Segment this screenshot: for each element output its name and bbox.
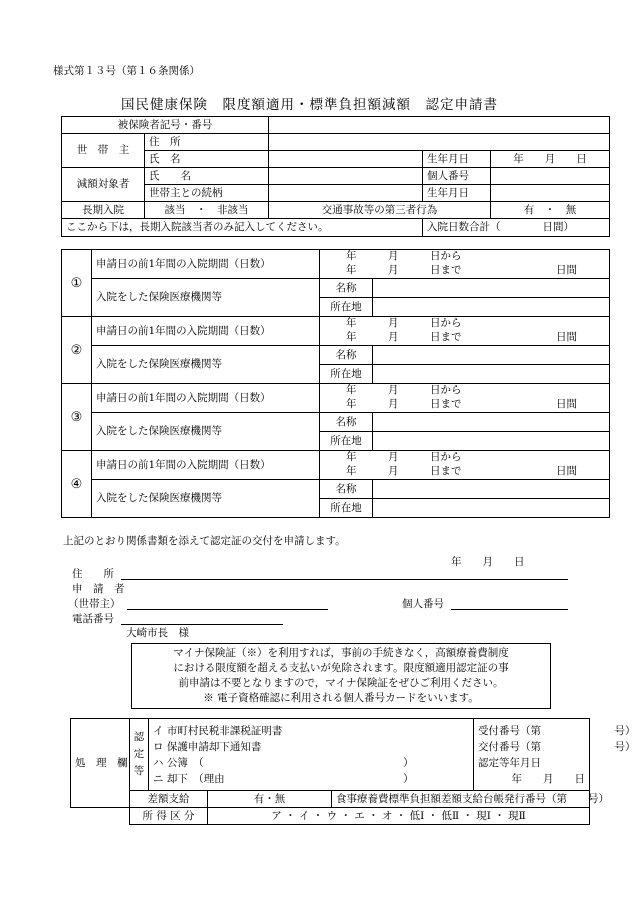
period-table [61, 249, 610, 518]
application-statement: 上記のとおり関係書類を添えて認定証の交付を申請します。 [63, 535, 346, 547]
reception-info [474, 719, 636, 791]
period-to[interactable]: 年 月 日まで 日間 [320, 398, 610, 413]
hospital-location-field[interactable] [373, 499, 610, 518]
long-stay-options[interactable]: 該当 ・ 非該当 [145, 202, 269, 219]
target-name-label: 氏 名 [145, 168, 269, 185]
notice-line-1: マイナ保険証（※）を利用すれば，事前の手続きなく，高額療養費制度 [173, 647, 509, 659]
target-name-field[interactable] [269, 168, 423, 185]
difference-options[interactable]: 有・無 [208, 791, 332, 808]
hospital-location-field[interactable] [373, 298, 610, 317]
page-title: 国民健康保険 限度額適用・標準負担額減額 認定申請書 [121, 97, 498, 113]
third-party-label: 交通事故等の第三者行為 [269, 202, 491, 219]
reduction-target-label: 減額対象者 [62, 168, 145, 202]
issue-number[interactable]: 交付番号（第 号） [478, 740, 636, 753]
prior-year-label: 申請日の前1年間の入院期間（日数） [92, 384, 320, 413]
hospital-name-field[interactable] [373, 480, 610, 499]
days-unit: 日間 [556, 264, 577, 277]
my-number-field[interactable] [491, 168, 610, 185]
insured-symbol-label: 被保険者記号・番号 [62, 117, 269, 134]
hospital-name-label: 名称 [320, 279, 373, 298]
name-label: 氏 名 [145, 151, 269, 168]
birthdate-label: 生年月日 [423, 151, 491, 168]
period-from[interactable]: 年 月 日から [320, 250, 610, 264]
days-unit: 日間 [556, 331, 577, 344]
long-stay-note: ここから下は，長期入院該当者のみ記入してください。 [62, 219, 423, 237]
notice-box [131, 643, 551, 709]
period-marker: ④ [62, 451, 92, 518]
days-unit: 日間 [556, 465, 577, 478]
form-number: 様式第１３号（第１６条関係） [53, 65, 200, 77]
hospital-label: 入院をした保険医療機関等 [92, 279, 320, 317]
prior-year-label: 申請日の前1年間の入院期間（日数） [92, 250, 320, 279]
income-class-label: 所 得 区 分 [130, 808, 208, 825]
applicant-my-number-label: 個人番号 [402, 598, 444, 610]
period-marker: ② [62, 317, 92, 384]
household-head-note: （世帯主） [68, 598, 121, 610]
applicant-address-label: 住 所 [72, 568, 114, 580]
hospital-location-label: 所在地 [320, 432, 373, 451]
processing-label: 処 理 欄 [71, 719, 130, 808]
period-to[interactable]: 年 月 日まで 日間 [320, 465, 610, 480]
cert-date-value[interactable]: 年 月 日 [511, 772, 586, 785]
notice-line-3: 前申請は不要となりますので，マイナ保険証をぜひご利用ください。 [178, 677, 504, 689]
hospital-name-label: 名称 [320, 346, 373, 365]
period-from[interactable]: 年 月 日から [320, 317, 610, 331]
certification-label: 認定等 [130, 719, 149, 791]
meal-ledger-number[interactable]: 食事療養費標準負担額差額支給台帳発行番号（第 号） [332, 791, 590, 808]
hospital-label: 入院をした保険医療機関等 [92, 413, 320, 451]
notice-line-2: における限度額を超える支払いが免除されます。限度額適用認定証の事 [173, 662, 509, 674]
household-head-label: 世 帯 主 [62, 134, 145, 168]
hospital-name-field[interactable] [373, 346, 610, 365]
applicant-my-number-line[interactable] [451, 609, 568, 610]
third-party-options[interactable]: 有 ・ 無 [491, 202, 610, 219]
notice-line-4: ※ 電子資格確認に利用される個人番号カードをいいます。 [203, 692, 479, 704]
insured-symbol-field[interactable] [269, 117, 610, 134]
address-label: 住 所 [145, 134, 269, 151]
period-from[interactable]: 年 月 日から [320, 451, 610, 465]
phone-label: 電話番号 [72, 613, 114, 625]
income-class-options[interactable]: ア ・ イ ・ ウ ・ エ ・ オ ・ 低Ⅰ ・ 低Ⅱ ・ 現Ⅰ ・ 現Ⅱ [208, 808, 590, 825]
birthdate-field[interactable]: 年 月 日 [491, 151, 610, 168]
hospital-location-label: 所在地 [320, 499, 373, 518]
hospital-name-field[interactable] [373, 279, 610, 298]
hospital-location-field[interactable] [373, 432, 610, 451]
processing-table [70, 718, 636, 825]
item-protection-rejection[interactable]: ロ 保護申請却下通知書 [153, 740, 262, 753]
addressee: 大崎市長 様 [126, 627, 189, 639]
period-marker: ③ [62, 384, 92, 451]
reception-number[interactable]: 受付番号（第 号） [478, 724, 636, 737]
hospital-location-field[interactable] [373, 365, 610, 384]
header-table [61, 116, 610, 237]
days-unit: 日間 [556, 398, 577, 411]
cert-date-label: 認定等年月日 [478, 756, 542, 769]
item-rejection[interactable]: ニ 却下 （理由 ） [153, 772, 414, 785]
long-stay-label: 長期入院 [62, 202, 145, 219]
hospital-name-field[interactable] [373, 413, 610, 432]
period-from[interactable]: 年 月 日から [320, 384, 610, 398]
period-marker: ① [62, 250, 92, 317]
target-birthdate-label: 生年月日 [423, 185, 491, 202]
period-to[interactable]: 年 月 日まで 日間 [320, 331, 610, 346]
hospital-location-label: 所在地 [320, 365, 373, 384]
hospital-label: 入院をした保険医療機関等 [92, 480, 320, 518]
hospital-name-label: 名称 [320, 480, 373, 499]
prior-year-label: 申請日の前1年間の入院期間（日数） [92, 317, 320, 346]
application-date[interactable]: 年 月 日 [451, 556, 525, 568]
item-public-register[interactable]: ハ 公簿 （ ） [153, 756, 414, 769]
total-days-field[interactable]: 入院日数合計（ 日間） [423, 219, 610, 237]
applicant-label: 申 請 者 [72, 583, 125, 595]
relationship-label: 世帯主との続柄 [145, 185, 269, 202]
applicant-address-line[interactable] [121, 579, 568, 580]
item-tax-certificate[interactable]: イ 市町村民税非課税証明書 [153, 724, 283, 737]
certification-items [149, 719, 474, 791]
hospital-name-label: 名称 [320, 413, 373, 432]
relationship-field[interactable] [269, 185, 423, 202]
hospital-location-label: 所在地 [320, 298, 373, 317]
my-number-label: 個人番号 [423, 168, 491, 185]
period-to[interactable]: 年 月 日まで 日間 [320, 264, 610, 279]
address-field[interactable] [269, 134, 610, 151]
prior-year-label: 申請日の前1年間の入院期間（日数） [92, 451, 320, 480]
hospital-label: 入院をした保険医療機関等 [92, 346, 320, 384]
applicant-name-line[interactable] [127, 609, 328, 610]
target-birthdate-field[interactable] [491, 185, 610, 202]
name-field[interactable] [269, 151, 423, 168]
phone-line[interactable] [121, 624, 283, 625]
difference-label: 差額支給 [130, 791, 208, 808]
